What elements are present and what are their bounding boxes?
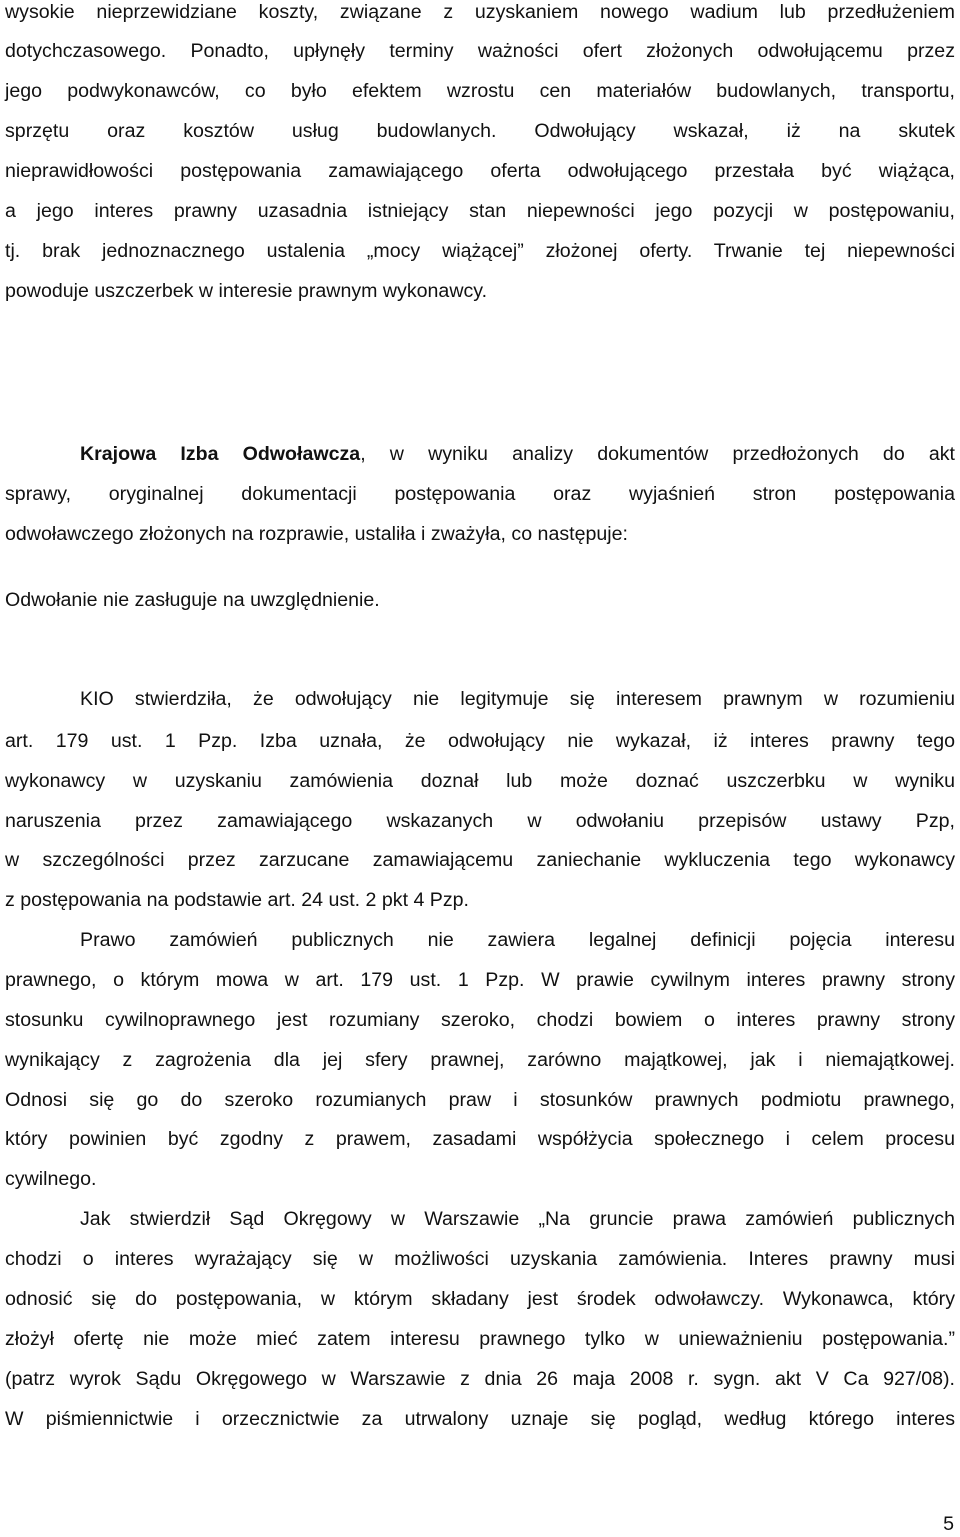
paragraph-line: jego podwykonawców, co było efektem wzrostu cen materiałów budowlanych, transportu, (5, 80, 955, 102)
paragraph-line: Jak stwierdził Sąd Okręgowy w Warszawie „Na gruncie prawa zamówień publicznych (80, 1208, 955, 1230)
paragraph-line: art. 179 ust. 1 Pzp. Izba uznała, że odwołujący nie wykazał, iż interes prawny tego (5, 730, 955, 752)
paragraph-line: wynikający z zagrożenia dla jej sfery prawnej, zarówno majątkowej, jak i niemajątkowej. (5, 1049, 955, 1071)
ruling-statement: Odwołanie nie zasługuje na uwzględnienie. (5, 589, 380, 611)
paragraph-line: (patrz wyrok Sądu Okręgowego w Warszawie z dnia 26 maja 2008 r. sygn. akt V Ca 927/08). (5, 1368, 955, 1390)
paragraph-line: odnosić się do postępowania, w którym składany jest środek odwoławczy. Wykonawca, który (5, 1288, 955, 1310)
paragraph-line: powoduje uszczerbek w interesie prawnym wykonawcy. (5, 280, 488, 302)
kio-name-bold: Krajowa Izba Odwoławcza (80, 443, 361, 465)
page-number: 5 (943, 1513, 954, 1535)
paragraph-line: cywilnego. (5, 1168, 97, 1190)
paragraph-line: chodzi o interes wyrażający się w możliwości uzyskania zamówienia. Interes prawny musi (5, 1248, 955, 1270)
paragraph-line: stosunku cywilnoprawnego jest rozumiany szeroko, chodzi bowiem o interes prawny strony (5, 1009, 955, 1031)
paragraph-line: KIO stwierdziła, że odwołujący nie legitymuje się interesem prawnym w rozumieniu (80, 688, 955, 710)
paragraph-line: nieprawidłowości postępowania zamawiającego oferta odwołującego przestała być wiążąca, (5, 160, 955, 182)
paragraph-line: naruszenia przez zamawiającego wskazanych w odwołaniu przepisów ustawy Pzp, (5, 810, 955, 832)
paragraph-line: W piśmiennictwie i orzecznictwie za utrwalony uznaje się pogląd, według którego interes (5, 1408, 955, 1430)
paragraph-line: Odnosi się go do szeroko rozumianych praw i stosunków prawnych podmiotu prawnego, (5, 1089, 955, 1111)
paragraph-line: z postępowania na podstawie art. 24 ust. 2 pkt 4 Pzp. (5, 889, 470, 911)
kio-findings-intro-line (80, 437, 955, 471)
paragraph-line: w szczególności przez zarzucane zamawiającemu zaniechanie wykluczenia tego wykonawcy (5, 849, 955, 871)
paragraph-line: Prawo zamówień publicznych nie zawiera legalnej definicji pojęcia interesu (80, 929, 955, 951)
paragraph-line: dotychczasowego. Ponadto, upłynęły terminy ważności ofert złożonych odwołującemu przez (5, 40, 955, 62)
paragraph-line: odwoławczego złożonych na rozprawie, ustaliła i zważyła, co następuje: (5, 523, 628, 545)
paragraph-line: który powinien być zgodny z prawem, zasadami współżycia społecznego i celem procesu (5, 1128, 955, 1150)
paragraph-line: sprawy, oryginalnej dokumentacji postępowania oraz wyjaśnień stron postępowania (5, 483, 955, 505)
paragraph-line: sprzętu oraz kosztów usług budowlanych. Odwołujący wskazał, iż na skutek (5, 120, 955, 142)
paragraph-line: wykonawcy w uzyskaniu zamówienia doznał lub może doznać uszczerbku w wyniku (5, 770, 955, 792)
paragraph-line: wysokie nieprzewidziane koszty, związane z uzyskaniem nowego wadium lub przedłużeniem (5, 1, 955, 23)
paragraph-line: złożył ofertę nie może mieć zatem interesu prawnego tylko w unieważnieniu postępowania.” (5, 1328, 955, 1350)
paragraph-line: prawnego, o którym mowa w art. 179 ust. 1 Pzp. W prawie cywilnym interes prawny strony (5, 969, 955, 991)
kio-intro-rest: , w wyniku analizy dokumentów przedłożonych do akt (360, 443, 955, 465)
paragraph-line: a jego interes prawny uzasadnia istniejący stan niepewności jego pozycji w postępowaniu, (5, 200, 955, 222)
paragraph-line: tj. brak jednoznacznego ustalenia „mocy wiążącej” złożonej oferty. Trwanie tej niepewności (5, 240, 955, 262)
